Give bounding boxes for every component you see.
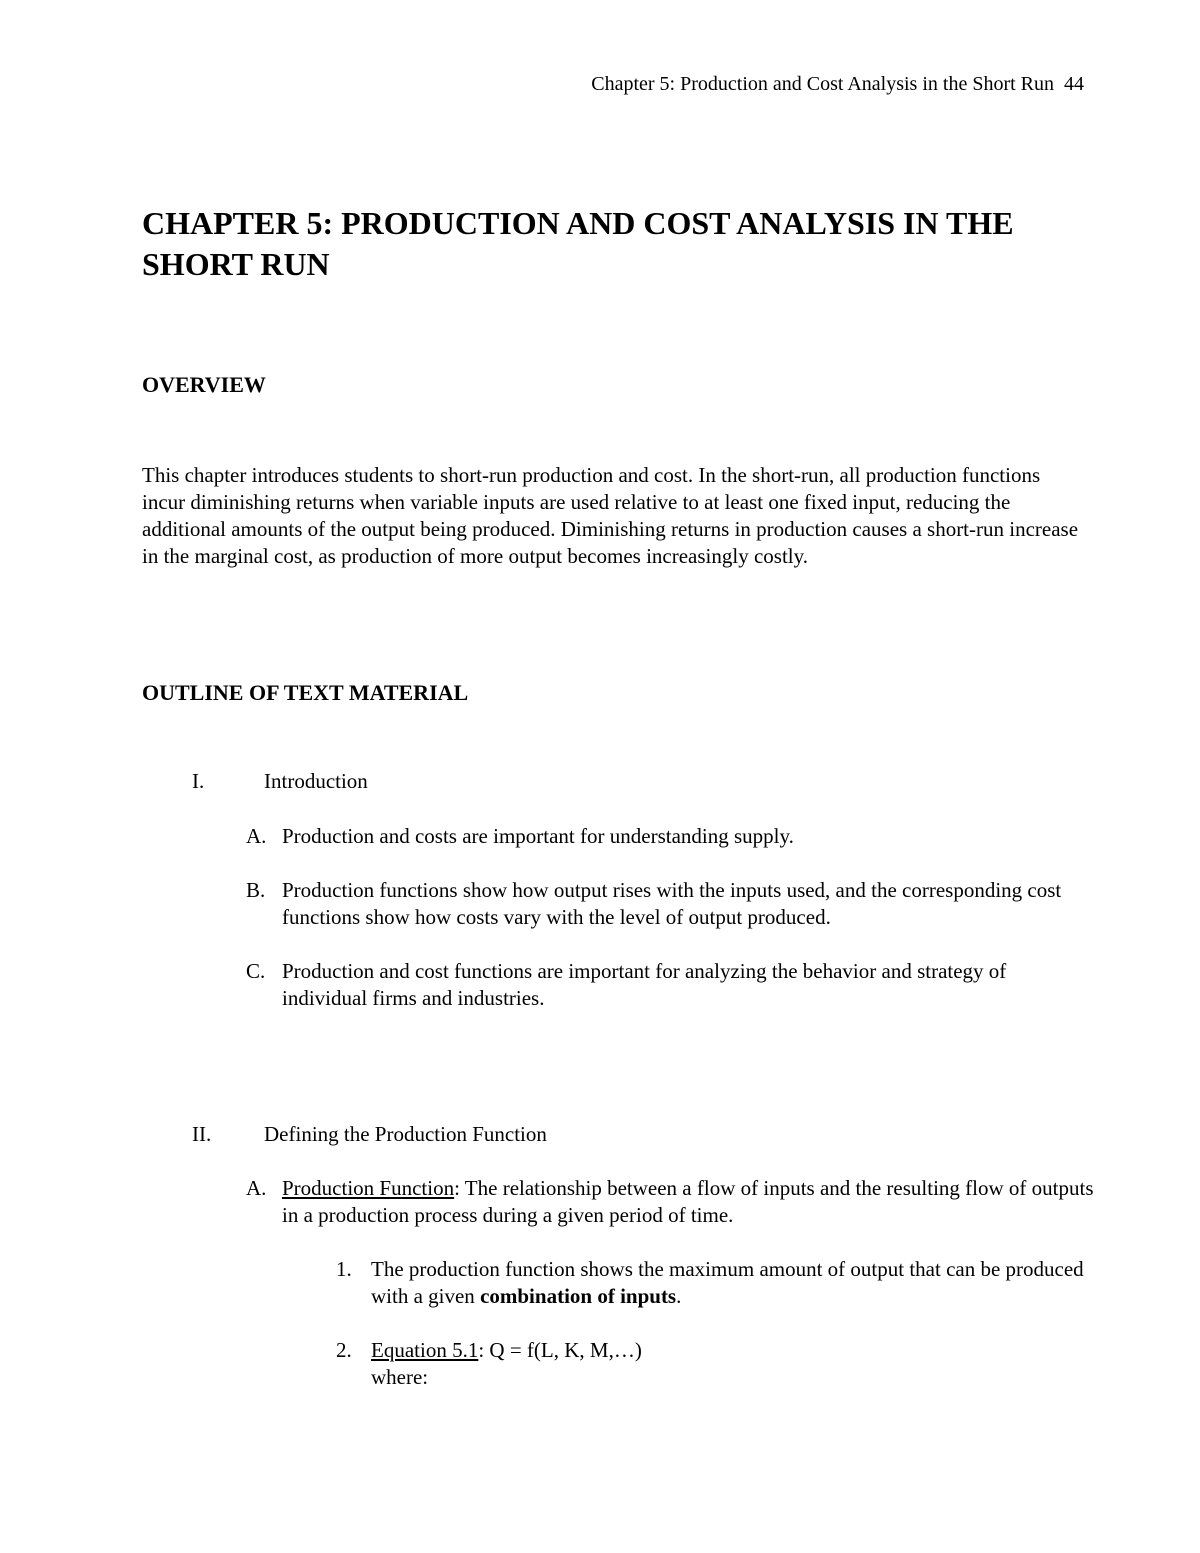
- defined-term: Production Function: [282, 1176, 455, 1200]
- bold-term: combination of inputs: [480, 1284, 677, 1308]
- text-segment: .: [676, 1284, 682, 1308]
- item-text: [282, 1175, 1096, 1229]
- item-text: [371, 1256, 1096, 1310]
- item-text: Production functions show how output rises with the inputs used, and the corresponding cost functions show how costs vary with the level of output produced.: [282, 878, 1062, 929]
- section-numeral: I.: [192, 769, 205, 793]
- outline-item-1a: [246, 823, 1096, 850]
- item-marker: A.: [246, 1176, 267, 1200]
- item-marker: B.: [246, 878, 266, 902]
- item-text: Production and cost functions are important for analyzing the behavior and strategy of individual firms and industries.: [282, 959, 1007, 1010]
- outline-item-1b: [246, 877, 1096, 931]
- item-marker: 1.: [336, 1257, 352, 1281]
- section-title: Introduction: [264, 769, 368, 793]
- section-numeral: II.: [192, 1122, 212, 1146]
- section-title: Defining the Production Function: [264, 1122, 547, 1146]
- outline-item-1c: [246, 958, 1096, 1012]
- equation-continuation: where:: [371, 1365, 429, 1389]
- outline-section-2: [192, 1121, 547, 1148]
- item-text: Production and costs are important for understanding supply.: [282, 824, 794, 848]
- running-header: [591, 73, 1084, 96]
- chapter-title: CHAPTER 5: PRODUCTION AND COST ANALYSIS IN THE SHORT RUN: [142, 205, 1014, 282]
- page-number: 44: [1064, 73, 1084, 95]
- outline-subitem-2a1: [336, 1256, 1096, 1310]
- item-marker: 2.: [336, 1338, 352, 1362]
- equation-reference: Equation 5.1: [371, 1338, 479, 1362]
- outline-subitem-2a2: [336, 1337, 1096, 1391]
- outline-section-1: [192, 768, 368, 795]
- overview-heading: OVERVIEW: [142, 372, 266, 397]
- outline-heading: OUTLINE OF TEXT MATERIAL: [142, 680, 469, 705]
- outline-item-2a: [246, 1175, 1096, 1229]
- item-marker: A.: [246, 824, 267, 848]
- running-title: Chapter 5: Production and Cost Analysis in the Short Run: [591, 73, 1054, 95]
- equation: : Q = f(L, K, M,…): [478, 1338, 642, 1362]
- item-text: [371, 1337, 1096, 1391]
- item-marker: C.: [246, 959, 266, 983]
- definition-text: : The relationship between a flow of inputs and the resulting flow of outputs in a production process during a given period of time.: [282, 1176, 1094, 1227]
- text-segment: The production function shows the maximum amount of output that can be produced with a given: [371, 1257, 1084, 1308]
- overview-paragraph: This chapter introduces students to short-run production and cost. In the short-run, all production functions incur diminishing returns when variable inputs are used relative to at least one fixed input, reducing the additional amounts of the output being produced. Diminishing returns in production causes a short-run increase in the marginal cost, as production of more output becomes increasingly costly.: [142, 463, 1079, 568]
